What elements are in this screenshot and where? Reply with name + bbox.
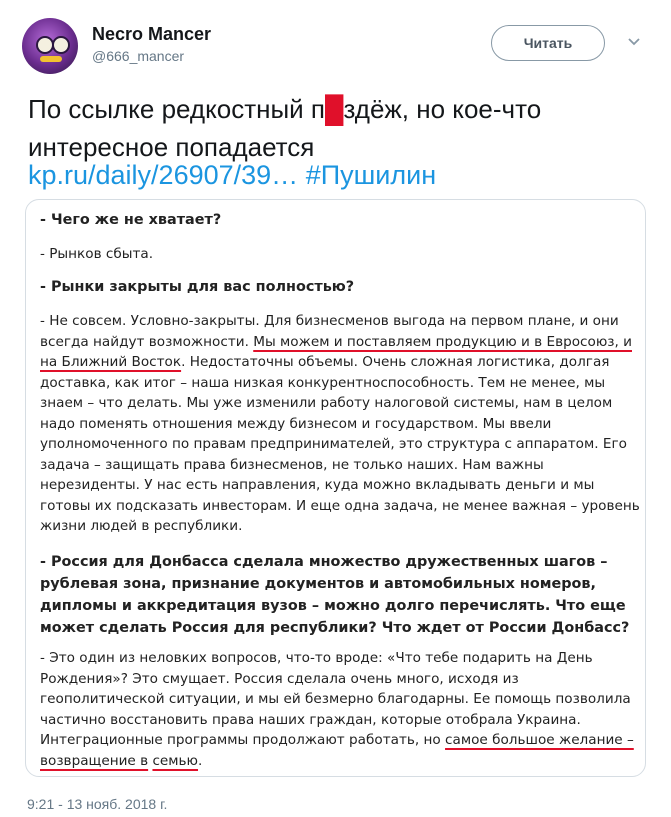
underlined-quote: Мы можем и поставляем продукцию и в Евросоюз, и [253,333,632,350]
underlined-quote: на Ближний Восток [40,354,182,370]
underlined-quote: семью [152,752,199,769]
article-line: - Не совсем. Условно-закрыты. Для бизнесменов выгода на первом плане, и они [40,313,619,329]
follow-button[interactable]: Читать [491,25,605,61]
article-text: . Недостаточны объемы. Очень сложная логистика, долгая [181,354,610,370]
tweet-link[interactable]: kp.ru/daily/26907/39… [28,160,299,190]
author-handle[interactable]: @666_mancer [92,48,185,64]
article-text: - Это один из неловких вопросов, что-то вроде: «Что тебе подарить на День Рождения»? Это смущает. Россия сделала очень много, исходя из геополитической ситуации, и мы ей безмерно благодарны. Ее помощь позволила частично восстановить права наших граждан, которые отобрала Украина. Интеграционные программы продолжают работать, но [40,650,631,748]
censored-mark: █ [325,94,344,124]
article-line [40,352,640,373]
avatar-eye [52,36,70,54]
article-text: всегда найдут возможности. [40,333,254,350]
article-question: - Рынки закрыты для вас полностью? [40,279,355,295]
article-screenshot[interactable] [25,199,646,777]
article-answer [40,648,640,771]
article-line [40,332,640,353]
article-answer: - Рынков сбыта. [40,246,154,262]
underlined-quote: самое большое желание – возвращение в [40,732,634,769]
author-avatar[interactable] [22,18,78,74]
tweet-text [28,90,648,166]
tweet-text-part: По ссылке редкостный п [28,94,326,124]
chevron-down-icon[interactable] [626,34,642,50]
article-text: доставка, как итог – наша низкая конкурентноспособность. Тем не менее, мы знаем – что делать. Мы уже изменили работу налоговой системы, нам в целом надо поменять отношения между бизнесом и государством. Мы ввели уполномоченного по правам предпринимателей, это структура с аппаратом. Его задача – защищать права бизнесменов, не только наших. Нам важны нерезиденты. У нас есть направления, куда можно вкладывать деньги и мы готовы их подсказать инвесторам. И еще одна задача, не менее важная – уровень жизни людей в республики. [40,374,640,534]
tweet-hashtag[interactable]: #Пушилин [305,160,437,190]
article-text: . [198,752,203,769]
article-question: - Чего же не хватает? [40,212,222,228]
article-question: - Россия для Донбасса сделала множество дружественных шагов – рублевая зона, признание документов и автомобильных номеров, дипломы и аккредитация вузов – можно долго перечислять. Что еще может сделать Россия для республики? Что ждет от России Донбасс? [40,554,630,636]
article-answer [40,311,640,537]
tweet-text-part: здёж, но кое-что интересное попадается [28,94,542,162]
tweet-timestamp[interactable]: 9:21 - 13 нояб. 2018 г. [27,796,168,812]
author-name[interactable]: Necro Mancer [92,24,212,44]
avatar-mouth [40,56,62,62]
tweet-link-line [28,156,436,194]
